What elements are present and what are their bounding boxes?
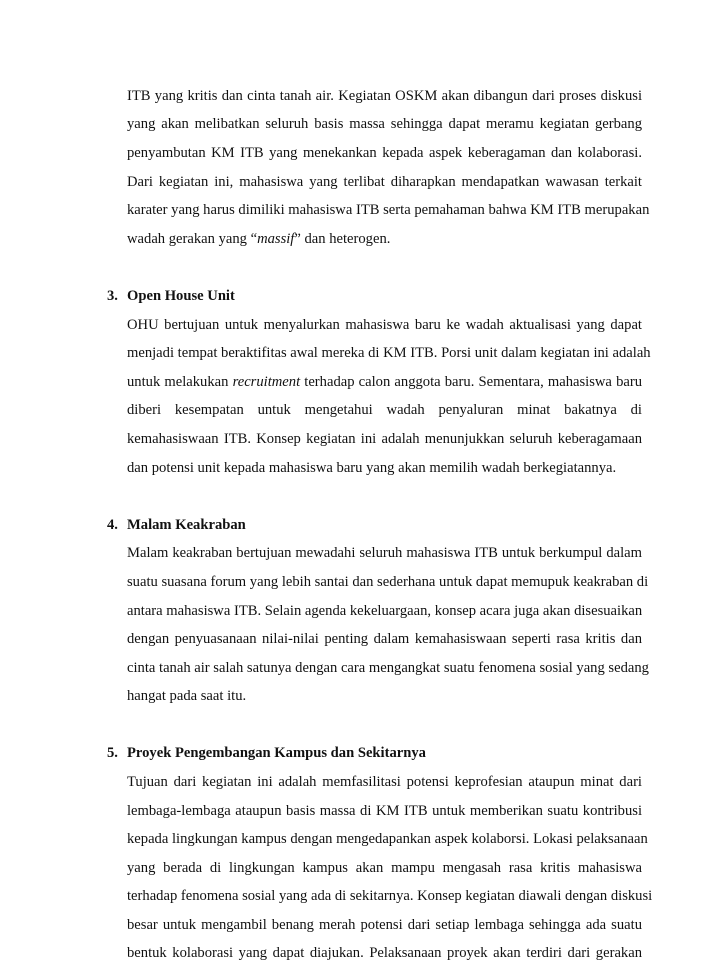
intro-line: Dari kegiatan ini, mahasiswa yang terlibat diharapkan mendapatkan wawasan terkait <box>127 174 642 190</box>
section-line: suatu suasana forum yang lebih santai dan sederhana untuk dapat memupuk keakraban di <box>127 574 649 590</box>
intro-emphasis: massif <box>257 231 295 247</box>
intro-line: ITB yang kritis dan cinta tanah air. Kegiatan OSKM akan dibangun dari proses diskusi <box>127 88 642 104</box>
section-line: kepada lingkungan kampus dengan mengedapankan aspek kolaborsi. Lokasi pelaksanaan <box>127 831 648 847</box>
section-text: terhadap calon anggota baru. Sementara, mahasiswa baru <box>300 374 642 390</box>
section-title: Proyek Pengembangan Kampus dan Sekitarnya <box>127 745 426 761</box>
section-line: menjadi tempat beraktifitas awal mereka di KM ITB. Porsi unit dalam kegiatan ini adalah <box>127 345 651 361</box>
section-line: kemahasiswaan ITB. Konsep kegiatan ini adalah menunjukkan seluruh keberagamaan <box>127 431 642 447</box>
section-line: yang berada di lingkungan kampus akan mampu mengasah rasa kritis mahasiswa <box>127 860 642 876</box>
intro-line: yang akan melibatkan seluruh basis massa sehingga dapat meramu kegiatan gerbang <box>127 116 642 132</box>
section-line: diberi kesempatan untuk mengetahui wadah penyaluran minat bakatnya di <box>127 402 642 418</box>
intro-text: wadah gerakan yang “ <box>127 231 258 247</box>
section-line: dengan penyuasanaan nilai-nilai penting dalam kemahasiswaan seperti rasa kritis dan <box>127 631 642 647</box>
intro-line <box>127 230 642 248</box>
section-line: lembaga-lembaga ataupun basis massa di KM ITB untuk memberikan suatu kontribusi <box>127 803 642 819</box>
section-line <box>127 373 642 391</box>
section-line: Malam keakraban bertujuan mewadahi seluruh mahasiswa ITB untuk berkumpul dalam <box>127 545 642 561</box>
section-line: Tujuan dari kegiatan ini adalah memfasilitasi potensi keprofesian ataupun minat dari <box>127 774 642 790</box>
section-line: antara mahasiswa ITB. Selain agenda kekeluargaan, konsep acara juga akan disesuaikan <box>127 603 643 619</box>
section-line: OHU bertujuan untuk menyalurkan mahasiswa baru ke wadah aktualisasi yang dapat <box>127 317 642 333</box>
section-line: hangat pada saat itu. <box>127 688 247 704</box>
section-heading <box>107 516 647 534</box>
section-heading <box>107 287 647 305</box>
section-line: dan potensi unit kepada mahasiswa baru yang akan memilih wadah berkegiatannya. <box>127 460 617 476</box>
section-heading <box>107 744 647 762</box>
section-line: bentuk kolaborasi yang dapat diajukan. Pelaksanaan proyek akan terdiri dari gerakan <box>127 945 642 961</box>
section-line: besar untuk mengambil benang merah potensi dari setiap lembaga sehingga ada suatu <box>127 917 642 933</box>
section-title: Malam Keakraban <box>127 517 246 533</box>
section-line: cinta tanah air salah satunya dengan cara mengangkat suatu fenomena sosial yang sedang <box>127 660 649 676</box>
section-line: terhadap fenomena sosial yang ada di sekitarnya. Konsep kegiatan diawali dengan diskusi <box>127 888 653 904</box>
section-text: untuk melakukan <box>127 374 233 390</box>
section-emphasis: recruitment <box>232 374 301 390</box>
intro-line: karater yang harus dimiliki mahasiswa ITB serta pemahaman bahwa KM ITB merupakan <box>127 202 650 218</box>
intro-text: ” dan heterogen. <box>294 231 391 247</box>
section-number: 5. <box>107 745 118 761</box>
intro-line: penyambutan KM ITB yang menekankan kepada aspek keberagaman dan kolaborasi. <box>127 145 642 161</box>
section-number: 4. <box>107 517 118 533</box>
section-title: Open House Unit <box>127 288 235 304</box>
section-number: 3. <box>107 288 118 304</box>
